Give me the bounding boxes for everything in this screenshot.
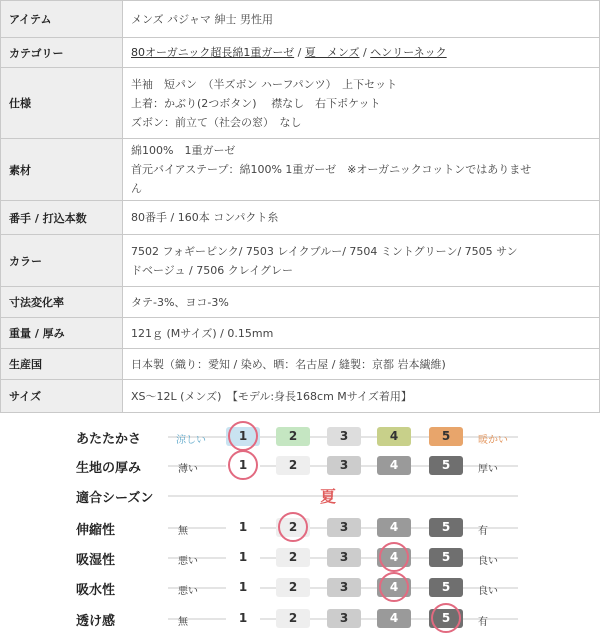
rating-low-label: 悪い (178, 586, 198, 597)
rating-level-box: 1 (226, 518, 260, 537)
spec-row (1, 1, 600, 38)
rating-track (168, 495, 518, 497)
rating-row (0, 452, 600, 480)
rating-label: 吸湿性 (76, 553, 116, 568)
rating-level-box: 4 (377, 548, 411, 567)
spec-value-line: タテ-3%、ヨコ-3% (131, 295, 229, 309)
rating-low-label: 無 (178, 617, 188, 628)
rating-level-box: 4 (377, 609, 411, 628)
rating-row (0, 574, 600, 602)
rating-high-label: 良い (478, 586, 498, 597)
rating-level-box: 1 (226, 427, 260, 446)
spec-row (1, 380, 600, 413)
spec-value (123, 68, 600, 139)
rating-row (0, 605, 600, 633)
rating-row (0, 423, 600, 451)
selected-level-circle (431, 603, 461, 633)
rating-level-box: 2 (276, 518, 310, 537)
rating-level-box: 1 (226, 578, 260, 597)
category-link[interactable]: 夏 メンズ (304, 46, 360, 59)
spec-label: サイズ (1, 380, 123, 413)
selected-level-circle (278, 512, 308, 542)
rating-row (0, 482, 600, 510)
spec-value-line: 綿100% 1重ガーゼ (131, 144, 236, 157)
rating-low-label: 薄い (178, 464, 198, 475)
spec-value-line: XS～12L (メンズ) 【モデル:身長168cm Mサイズ着用】 (131, 389, 412, 403)
spec-label: 生産国 (1, 349, 123, 380)
selected-level-circle (379, 572, 409, 602)
rating-level-box: 4 (377, 518, 411, 537)
spec-value (123, 139, 600, 201)
rating-level-box: 1 (226, 548, 260, 567)
spec-label: カテゴリー (1, 38, 123, 68)
category-link[interactable]: 80オーガニック超長綿1重ガーゼ (131, 46, 295, 59)
spec-value-line: メンズ パジャマ 紳士 男性用 (131, 12, 273, 26)
spec-row (1, 139, 600, 201)
spec-value (123, 287, 600, 318)
selected-level-circle (228, 421, 258, 451)
rating-level-box: 3 (327, 518, 361, 537)
spec-value (123, 380, 600, 413)
rating-level-box: 3 (327, 609, 361, 628)
rating-low-label: 悪い (178, 556, 198, 567)
rating-high-label: 有 (478, 617, 488, 628)
rating-high-label: 有 (478, 526, 488, 537)
rating-label: あたたかさ (76, 432, 142, 447)
rating-low-label: 涼しい (176, 435, 206, 446)
rating-level-box: 4 (377, 456, 411, 475)
rating-label: 適合シーズン (76, 491, 154, 506)
spec-row (1, 235, 600, 287)
spec-row (1, 201, 600, 235)
spec-value-line: 上着：かぶり(2つボタン) 襟なし 右下ポケット (131, 96, 381, 110)
rating-level-box: 2 (276, 578, 310, 597)
category-link[interactable]: ヘンリーネック (370, 46, 447, 59)
spec-label: アイテム (1, 1, 123, 38)
rating-level-box: 4 (377, 427, 411, 446)
spec-value (123, 201, 600, 235)
spec-value-line: 7502 フォギーピンク/ 7503 レイクブルー/ 7504 ミントグリーン/ 7505 サン (131, 244, 518, 258)
rating-label: 伸縮性 (76, 523, 116, 538)
rating-level-box: 1 (226, 456, 260, 475)
rating-row (0, 544, 600, 572)
rating-level-box: 5 (429, 609, 463, 628)
spec-value-line: ズボン：前立て（社会の窓） なし (131, 115, 302, 129)
rating-high-label: 暖かい (478, 435, 508, 446)
fabric-ratings-chart (0, 420, 600, 636)
spec-value-line: 80番手 / 160本 コンパクト糸 (131, 211, 279, 224)
spec-row (1, 38, 600, 68)
spec-label: 素材 (1, 139, 123, 201)
rating-label: 生地の厚み (76, 461, 142, 476)
spec-value (123, 235, 600, 287)
rating-level-box: 2 (276, 609, 310, 628)
spec-value-line: ん (131, 182, 142, 195)
spec-label: カラー (1, 235, 123, 287)
spec-value-line: ドベージュ / 7506 クレイグレー (131, 263, 293, 277)
rating-level-box: 5 (429, 456, 463, 475)
spec-value (123, 349, 600, 380)
spec-value-line: 首元バイアステープ：綿100% 1重ガーゼ ※オーガニックコットンではありませ (131, 163, 532, 176)
rating-label: 透け感 (76, 614, 116, 629)
spec-row (1, 68, 600, 139)
rating-level-box: 3 (327, 456, 361, 475)
rating-level-box: 2 (276, 427, 310, 446)
rating-level-box: 5 (429, 548, 463, 567)
rating-high-label: 良い (478, 556, 498, 567)
spec-row (1, 287, 600, 318)
rating-label: 吸水性 (76, 583, 116, 598)
spec-label: 寸法変化率 (1, 287, 123, 318)
spec-value-line: 日本製（織り：愛知 / 染め、晒：名古屋 / 縫製：京都 岩本繊維) (131, 357, 446, 371)
rating-level-box: 5 (429, 578, 463, 597)
rating-level-box: 3 (327, 548, 361, 567)
rating-level-box: 5 (429, 427, 463, 446)
rating-level-box: 2 (276, 456, 310, 475)
rating-high-label: 厚い (478, 464, 498, 475)
selected-level-circle (379, 542, 409, 572)
spec-value-line: 121ｇ (Mサイズ) / 0.15mm (131, 326, 274, 340)
rating-level-box: 3 (327, 578, 361, 597)
season-value: 夏 (320, 487, 337, 506)
selected-level-circle (228, 450, 258, 480)
spec-value (123, 1, 600, 38)
rating-level-box: 1 (226, 609, 260, 628)
rating-level-box: 5 (429, 518, 463, 537)
rating-row (0, 514, 600, 542)
spec-label: 仕様 (1, 68, 123, 139)
rating-level-box: 2 (276, 548, 310, 567)
spec-label: 番手 / 打込本数 (1, 201, 123, 235)
rating-level-box: 4 (377, 578, 411, 597)
spec-value (123, 318, 600, 349)
rating-level-box: 3 (327, 427, 361, 446)
spec-value: 80オーガニック超長綿1重ガーゼ / 夏 メンズ / ヘンリーネック (123, 38, 600, 68)
spec-row (1, 318, 600, 349)
rating-low-label: 無 (178, 526, 188, 537)
spec-value-line: 半袖 短パン （半ズボン ハーフパンツ） 上下セット (131, 77, 398, 91)
spec-label: 重量 / 厚み (1, 318, 123, 349)
spec-row (1, 349, 600, 380)
